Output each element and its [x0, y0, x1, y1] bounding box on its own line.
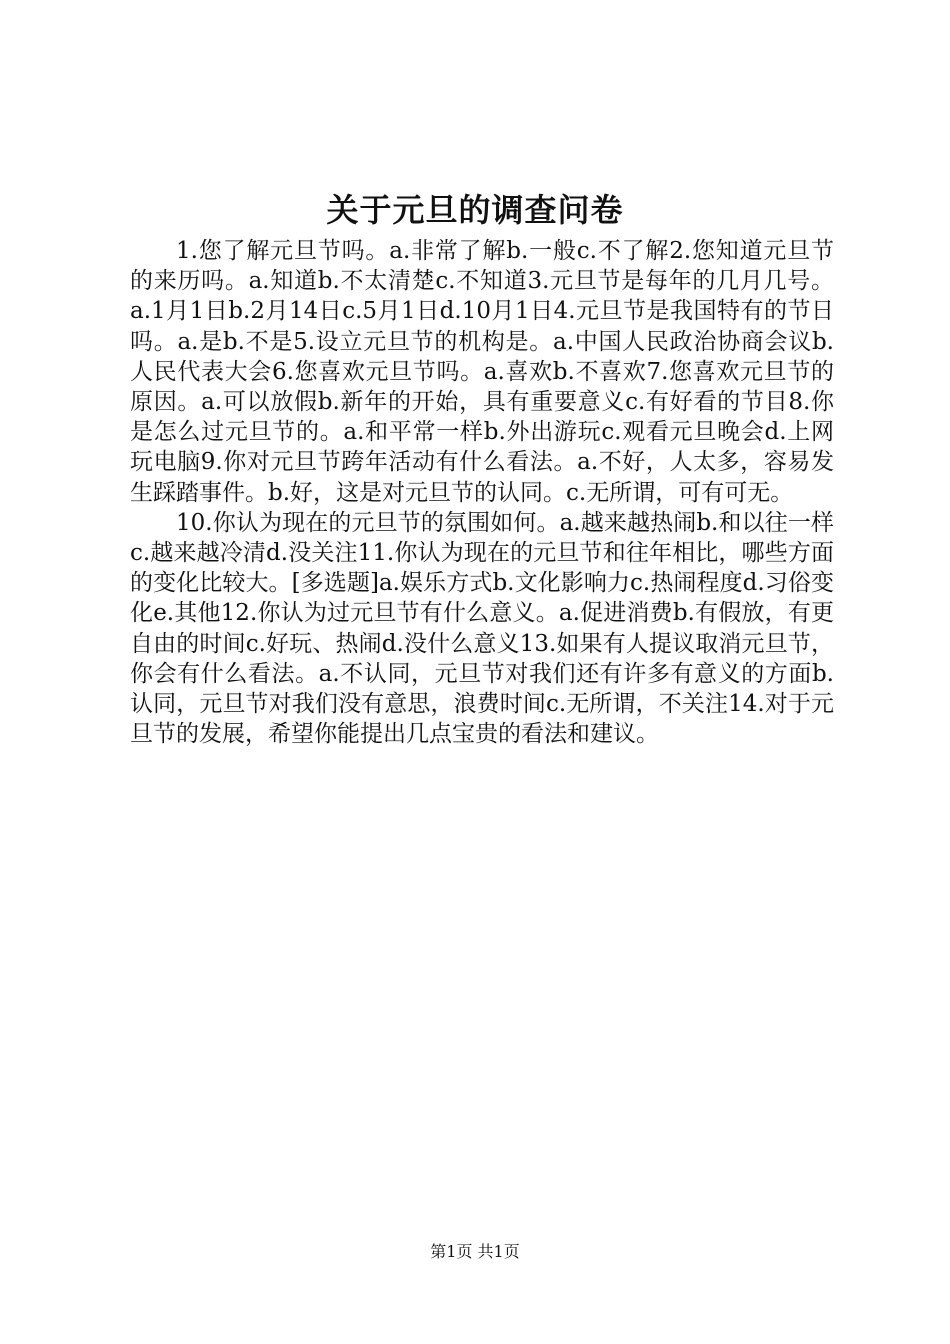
paragraph-questions-10-14: 10.你认为现在的元旦节的氛围如何。a.越来越热闹b.和以往一样c.越来越冷清d.没关注11.你认为现在的元旦节和往年相比，哪些方面的变化比较大。[多选题]a.娱乐方式b.文化影响力c.热闹程度d.习俗变化e.其他12.你认为过元旦节有什么意义。a.促进消费b.有假放，有更自由的时间c.好玩、热闹d.没什么意义13.如果有人提议取消元旦节，你会有什么看法。a.不认同，元旦节对我们还有许多有意义的方面b.认同，元旦节对我们没有意思，浪费时间c.无所谓，不关注14.对于元旦节的发展，希望你能提出几点宝贵的看法和建议。: [130, 509, 834, 748]
page-footer: 第1页 共1页: [430, 1242, 520, 1261]
paragraph-questions-1-9: 1.您了解元旦节吗。a.非常了解b.一般c.不了解2.您知道元旦节的来历吗。a.知道b.不太清楚c.不知道3.元旦节是每年的几月几号。a.1月1日b.2月14日c.5月1日d.10月1日4.元旦节是我国特有的节日吗。a.是b.不是5.设立元旦节的机构是。a.中国人民政治协商会议b.人民代表大会6.您喜欢元旦节吗。a.喜欢b.不喜欢7.您喜欢元旦节的原因。a.可以放假b.新年的开始，具有重要意义c.有好看的节目8.你是怎么过元旦节的。a.和平常一样b.外出游玩c.观看元旦晚会d.上网玩电脑9.你对元旦节跨年活动有什么看法。a.不好，人太多，容易发生踩踏事件。b.好，这是对元旦节的认同。c.无所谓，可有可无。: [130, 238, 834, 506]
document-title: 关于元旦的调查问卷: [326, 191, 624, 229]
document-body: [130, 236, 834, 749]
